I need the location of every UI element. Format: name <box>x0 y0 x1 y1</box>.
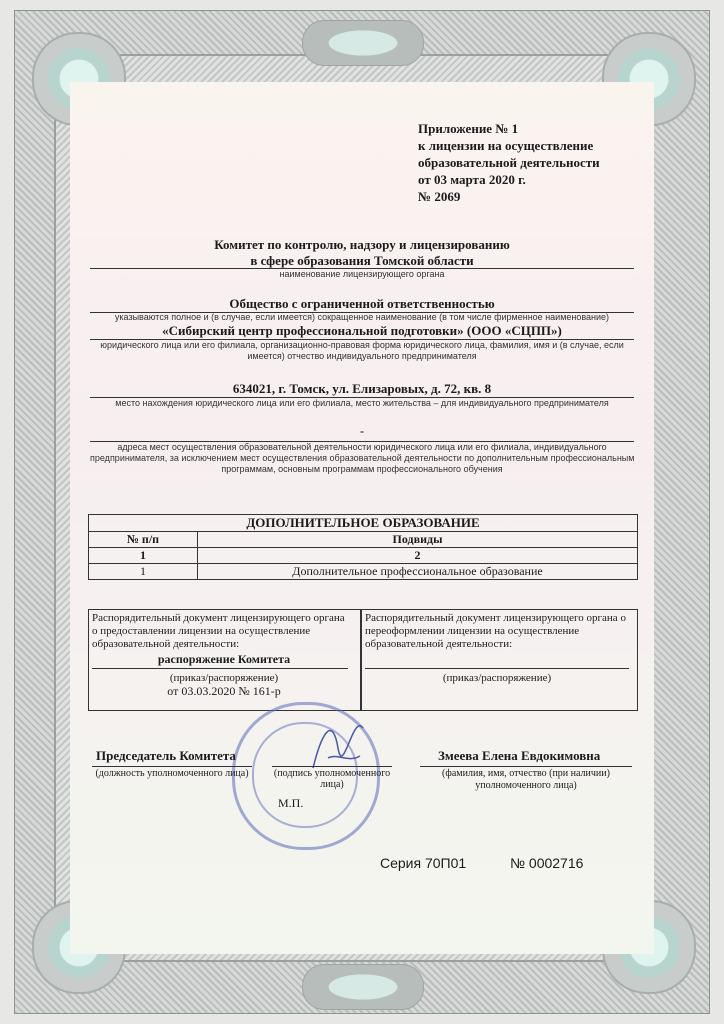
divider <box>420 766 632 767</box>
authority-caption: наименование лицензирующего органа <box>279 269 445 279</box>
table-header-subtypes: Подвиды <box>198 532 638 548</box>
caption-line: адреса мест осуществления образовательной деятельности юридического лица или его филиала, индивидуального <box>117 442 607 452</box>
table-header-number: № п/п <box>89 532 198 548</box>
series-label: Серия 70П01 <box>380 855 467 871</box>
reissue-order-caption: (приказ/распоряжение) <box>442 672 552 684</box>
caption-line: уполномоченного лица) <box>475 780 577 791</box>
reissue-order-text <box>365 612 626 651</box>
appendix-line: к лицензии на осуществление <box>418 138 594 153</box>
authority-line: Комитет по контролю, надзору и лицензированию <box>214 237 510 252</box>
position-caption: (должность уполномоченного лица) <box>95 768 249 779</box>
table-cell: 1 <box>89 564 198 580</box>
caption-line: имеется) отчество индивидуального предпринимателя <box>247 351 477 361</box>
table-cell: Дополнительное профессиональное образование <box>198 564 638 580</box>
places-caption <box>90 442 634 475</box>
text-line: Распорядительный документ лицензирующего органа <box>92 612 345 624</box>
licensee-caption: указываются полное и (в случае, если имеется) сокращенное наименование (в том числе фирменное наименование) <box>114 312 610 322</box>
text-line: образовательной деятельности: <box>365 638 513 650</box>
places-value: - <box>360 424 364 438</box>
grant-order-text <box>92 612 345 651</box>
divider <box>272 766 392 767</box>
table-cell: 1 <box>89 548 198 564</box>
caption-line: (фамилия, имя, отчество (при наличии) <box>442 768 610 779</box>
caption-line: программам, основным программам профессионального обучения <box>221 464 503 474</box>
name-caption <box>420 768 632 792</box>
signer-position: Председатель Комитета <box>96 748 236 763</box>
table-title: ДОПОЛНИТЕЛЬНОЕ ОБРАЗОВАНИЕ <box>89 515 638 532</box>
licensee-form: Общество с ограниченной ответственностью <box>229 296 495 311</box>
divider <box>365 668 629 669</box>
education-table <box>88 514 638 580</box>
text-line: образовательной деятельности: <box>92 638 240 650</box>
caption-line: лица) <box>320 779 344 790</box>
appendix-line: образовательной деятельности <box>418 155 600 170</box>
signature-caption <box>272 768 392 790</box>
caption-line: предпринимателя, за исключением мест осуществления образовательной деятельности по дополнительным профессиональным <box>90 453 635 463</box>
grant-order-date: от 03.03.2020 № 161-р <box>167 684 281 698</box>
text-line: переоформлении лицензии на осуществление <box>365 625 580 637</box>
licensee-caption <box>90 340 634 362</box>
bottom-ornament-icon <box>302 964 424 1010</box>
divider <box>92 766 252 767</box>
appendix-number: № 2069 <box>418 189 461 204</box>
table-row <box>89 564 638 580</box>
divider <box>92 668 348 669</box>
table-cell: 2 <box>198 548 638 564</box>
signer-name: Змеева Елена Евдокимовна <box>438 748 601 763</box>
address-caption: место нахождения юридического лица или его филиала, место жительства – для индивидуального предпринимателя <box>115 398 609 408</box>
series-number: № 0002716 <box>510 855 584 871</box>
appendix-title: Приложение № 1 <box>418 121 519 136</box>
authority-line: в сфере образования Томской области <box>250 253 474 268</box>
authority-name <box>90 237 634 269</box>
seal-place-label: М.П. <box>278 796 304 810</box>
caption-line: (подпись уполномоченного <box>273 768 391 779</box>
text-line: о предоставлении лицензии на осуществление <box>92 625 311 637</box>
text-line: Распорядительный документ лицензирующего органа о <box>365 612 626 624</box>
address-value: 634021, г. Томск, ул. Елизаровых, д. 72, кв. 8 <box>232 381 492 396</box>
licensee-name: «Сибирский центр профессиональной подготовки» (ООО «СЦПП») <box>162 323 562 338</box>
appendix-block <box>418 120 600 205</box>
grant-order-caption: (приказ/распоряжение) <box>169 672 279 684</box>
grant-order-value: распоряжение Комитета <box>157 652 291 666</box>
caption-line: юридического лица или его филиала, организационно-правовая форма юридического лица, фамилия, имя и (в случае, если <box>100 340 624 350</box>
appendix-date: от 03 марта 2020 г. <box>418 172 526 187</box>
top-ornament-icon <box>302 20 424 66</box>
